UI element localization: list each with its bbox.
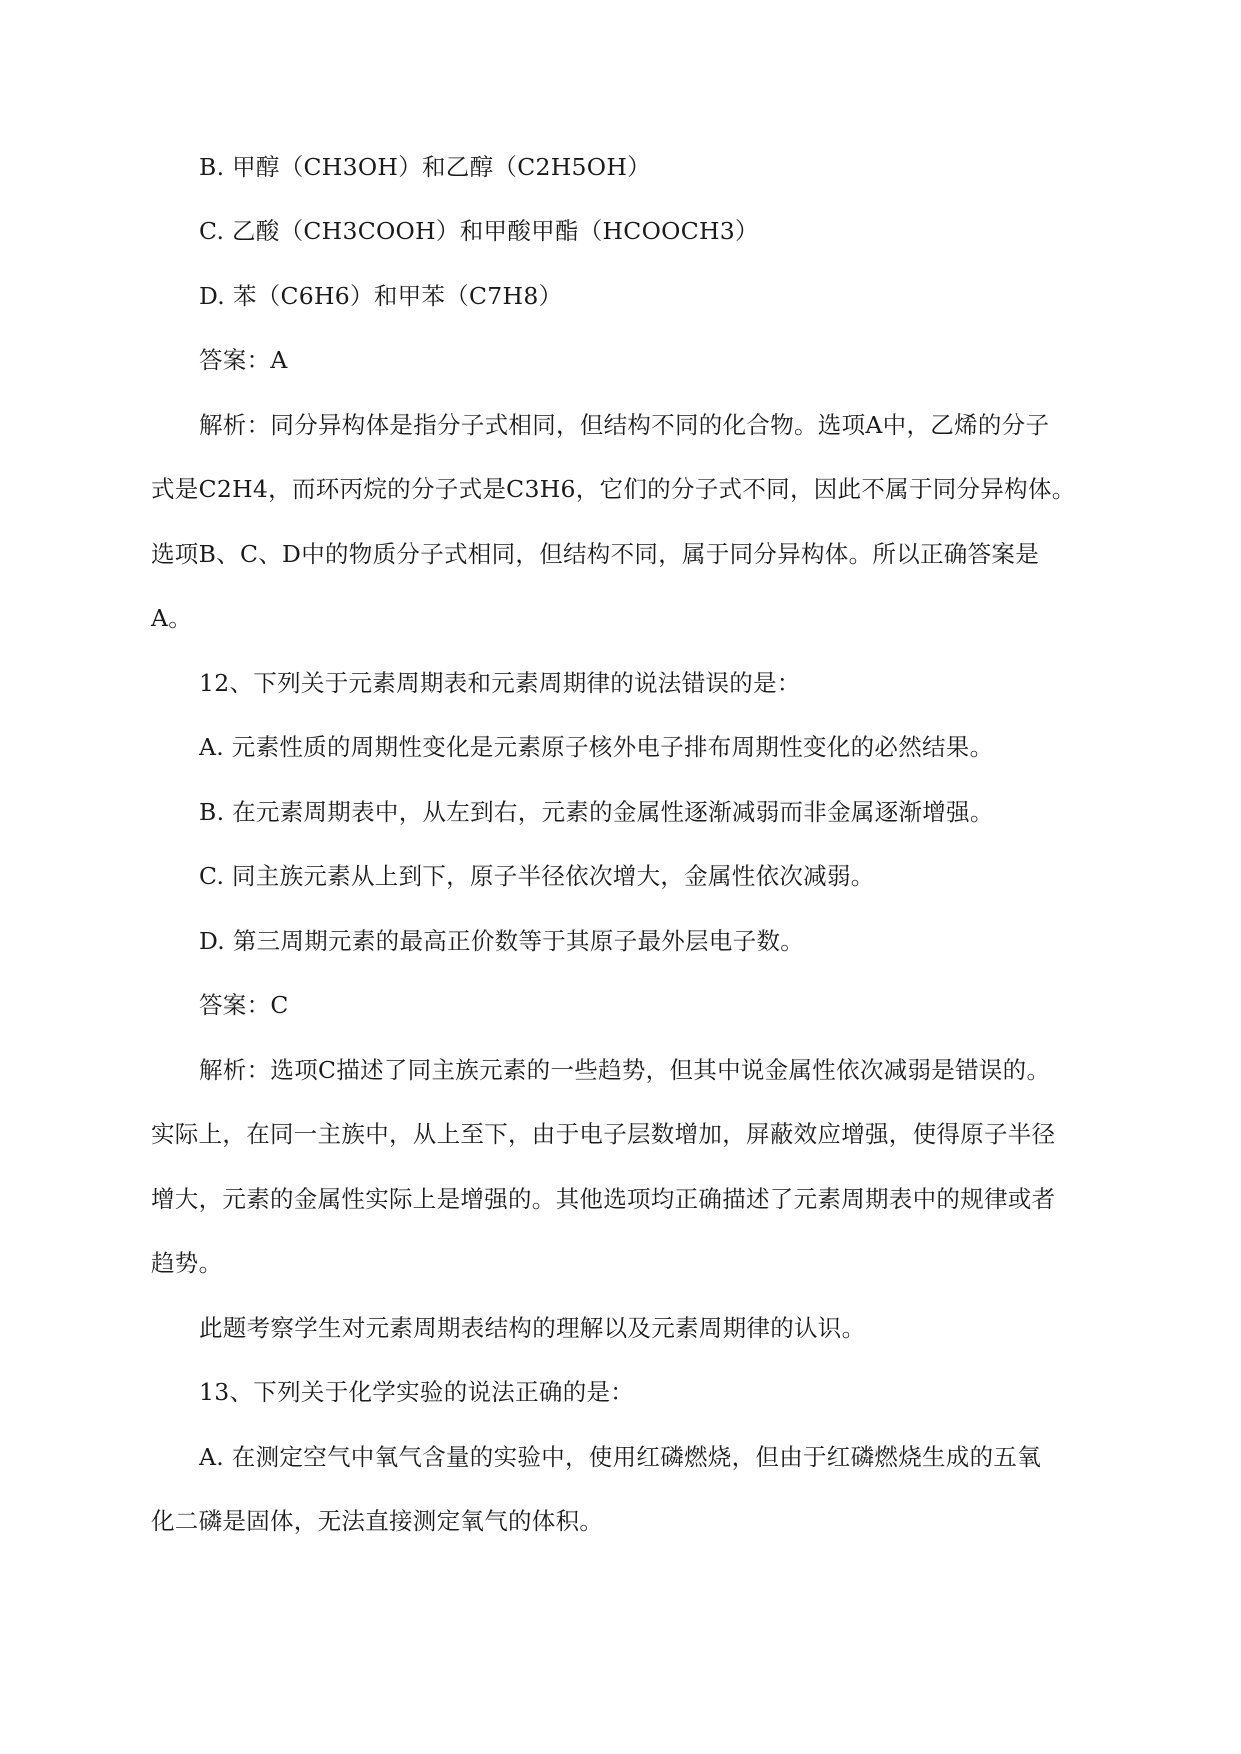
answer-line: 答案：A bbox=[199, 346, 288, 374]
explanation-line: 解析：同分异构体是指分子式相同，但结构不同的化合物。选项A中，乙烯的分子 bbox=[199, 411, 1050, 439]
option-b-line: B. 在元素周期表中，从左到右，元素的金属性逐渐减弱而非金属逐渐增强。 bbox=[199, 798, 994, 826]
option-a-line: A. 在测定空气中氧气含量的实验中，使用红磷燃烧，但由于红磷燃烧生成的五氧 bbox=[199, 1443, 1042, 1471]
explanation-line: 选项B、C、D中的物质分子式相同，但结构不同，属于同分异构体。所以正确答案是 bbox=[151, 540, 1039, 568]
question-13-line: 13、下列关于化学实验的说法正确的是： bbox=[199, 1378, 635, 1406]
explanation-line: 解析：选项C描述了同主族元素的一些趋势，但其中说金属性依次减弱是错误的。 bbox=[199, 1056, 1051, 1084]
option-d-line: D. 苯（C6H6）和甲苯（C7H8） bbox=[199, 282, 563, 310]
option-c-line: C. 同主族元素从上到下，原子半径依次增大，金属性依次减弱。 bbox=[199, 862, 875, 890]
option-a-line: 化二磷是固体，无法直接测定氧气的体积。 bbox=[151, 1507, 604, 1535]
question-12-line: 12、下列关于元素周期表和元素周期律的说法错误的是： bbox=[199, 669, 801, 697]
explanation-line: 趋势。 bbox=[151, 1249, 223, 1277]
explanation-line: 增大，元素的金属性实际上是增强的。其他选项均正确描述了元素周期表中的规律或者 bbox=[151, 1185, 1056, 1213]
answer-line: 答案：C bbox=[199, 991, 289, 1019]
explanation-line: 实际上，在同一主族中，从上至下，由于电子层数增加，屏蔽效应增强，使得原子半径 bbox=[151, 1120, 1056, 1148]
explanation-line: A。 bbox=[151, 604, 193, 632]
option-d-line: D. 第三周期元素的最高正价数等于其原子最外层电子数。 bbox=[199, 927, 805, 955]
note-line: 此题考察学生对元素周期表结构的理解以及元素周期律的认识。 bbox=[199, 1314, 866, 1342]
option-a-line: A. 元素性质的周期性变化是元素原子核外电子排布周期性变化的必然结果。 bbox=[199, 733, 994, 761]
option-b-line: B. 甲醇（CH3OH）和乙醇（C2H5OH） bbox=[199, 153, 651, 181]
explanation-line: 式是C2H4，而环丙烷的分子式是C3H6，它们的分子式不同，因此不属于同分异构体。 bbox=[151, 475, 1076, 503]
option-c-line: C. 乙酸（CH3COOH）和甲酸甲酯（HCOOCH3） bbox=[199, 217, 759, 245]
